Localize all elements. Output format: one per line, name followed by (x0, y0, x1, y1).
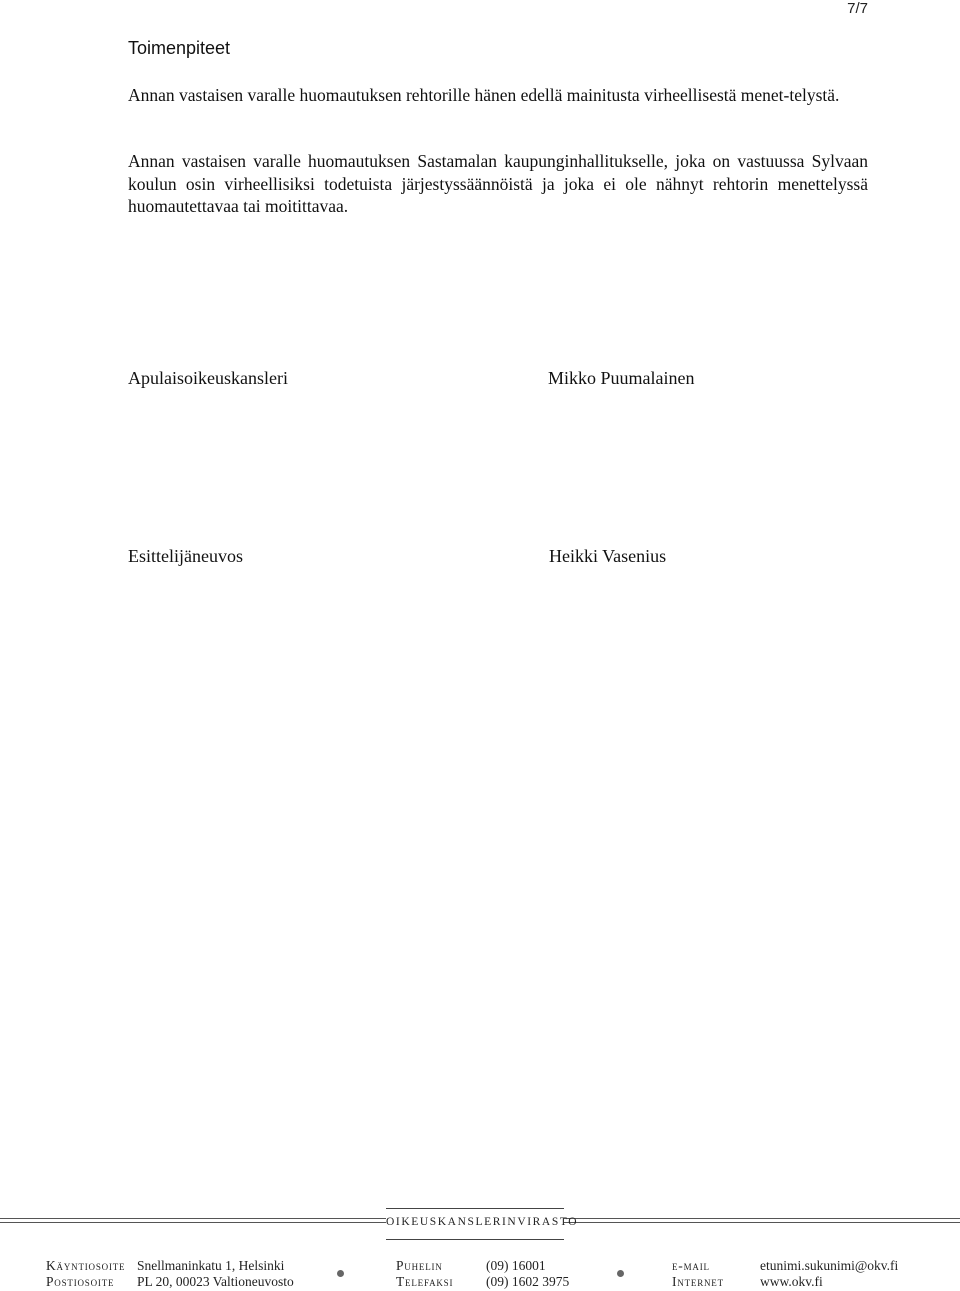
paragraph-reprimand-principal: Annan vastaisen varalle huomautuksen rehtorille hänen edellä mainitusta virheellisestä menet-telystä. (128, 85, 840, 105)
footer-fax-label: Telefaksi (396, 1274, 454, 1289)
footer-separator-dot (617, 1270, 624, 1277)
footer-phone-value: (09) 16001 (486, 1258, 546, 1273)
paragraph-reprimand-city-board: Annan vastaisen varalle huomautuksen Sastamalan kaupunginhallitukselle, joka on vastuussa Sylvaan koulun osin virheellisiksi todetuista järjestyssäännöistä ja joka ei ole nähnyt rehtorin menettelyssä huomautettavaa tai moitittavaa. (128, 151, 868, 216)
footer-brand: OIKEUSKANSLERINVIRASTO (386, 1216, 579, 1228)
presenter-name: Heikki Vasenius (549, 546, 667, 566)
footer-visit-value: Snellmaninkatu 1, Helsinki (137, 1258, 285, 1273)
footer-visit-label: Käyntiosoite (46, 1258, 126, 1273)
footer-email-value[interactable]: etunimi.sukunimi@okv.fi (760, 1258, 899, 1273)
footer-internet-value[interactable]: www.okv.fi (760, 1274, 823, 1289)
page-number: 7/7 (847, 0, 868, 17)
footer-post-value: PL 20, 00023 Valtioneuvosto (137, 1274, 294, 1289)
footer-internet-label: Internet (672, 1274, 724, 1289)
section-heading: Toimenpiteet (128, 38, 231, 58)
footer-post-label: Postiosoite (46, 1274, 115, 1289)
footer-phone-label: Puhelin (396, 1258, 443, 1273)
footer-separator-dot (337, 1270, 344, 1277)
signatory-name: Mikko Puumalainen (548, 368, 695, 388)
presenter-title: Esittelijäneuvos (128, 546, 243, 566)
footer-fax-value: (09) 1602 3975 (486, 1274, 570, 1289)
signatory-title: Apulaisoikeuskansleri (128, 368, 288, 388)
footer-email-label: e-mail (672, 1258, 710, 1273)
